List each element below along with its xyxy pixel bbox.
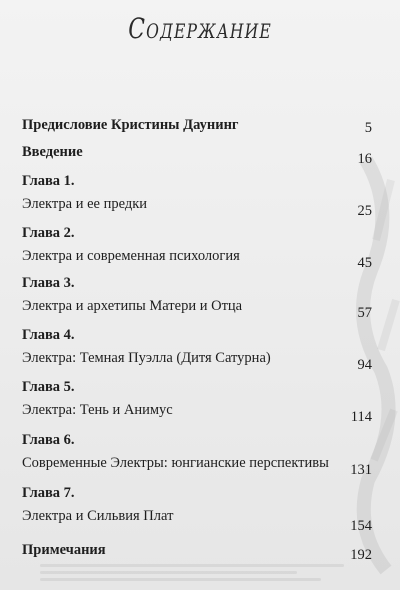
toc-entry-introduction: [22, 143, 372, 167]
entry-page-number: 131: [350, 462, 372, 478]
entry-label: Глава 6.: [22, 432, 75, 448]
entry-subtitle: Электра и Сильвия Плат: [22, 508, 174, 524]
entry-subtitle: Электра и архетипы Матери и Отца: [22, 298, 243, 314]
entry-subtitle: Электра: Темная Пуэлла (Дитя Сатурна): [22, 350, 271, 366]
entry-page-number: 154: [350, 518, 372, 534]
entry-label: Предисловие Кристины Даунинг: [22, 117, 239, 133]
entry-label: Глава 1.: [22, 173, 75, 189]
entry-subtitle: Электра: Тень и Анимус: [22, 402, 173, 418]
toc-entry-chapter-6: [22, 431, 372, 478]
entry-page-number: 114: [350, 409, 372, 425]
entry-subtitle: Современные Электры: юнгианские перспективы: [22, 455, 329, 471]
entry-label: Глава 3.: [22, 275, 75, 291]
entry-page-number: 45: [357, 255, 372, 271]
entry-page-number: 25: [357, 203, 372, 219]
entry-label: Введение: [22, 144, 83, 160]
toc-entry-chapter-7: [22, 484, 372, 534]
page-title-text: Содержание: [128, 12, 272, 45]
entry-subtitle: Электра и современная психология: [22, 248, 240, 264]
toc-entry-chapter-4: [22, 326, 372, 373]
entry-page-number: 16: [357, 151, 372, 167]
toc-entry-chapter-2: [22, 224, 372, 271]
toc-entry-notes: [22, 541, 372, 563]
entry-page-number: 94: [357, 357, 372, 373]
entry-label: Глава 4.: [22, 327, 75, 343]
toc-entry-preface: [22, 116, 372, 134]
entry-label: Примечания: [22, 542, 106, 558]
entry-page-number: 57: [357, 305, 372, 321]
entry-page-number: 192: [350, 547, 372, 563]
entry-label: Глава 5.: [22, 379, 75, 395]
toc-entry-chapter-5: [22, 378, 372, 425]
toc-entry-chapter-1: [22, 172, 372, 219]
entry-page-number: 5: [364, 120, 372, 136]
entry-subtitle: Электра и ее предки: [22, 196, 148, 212]
entry-label: Глава 7.: [22, 485, 75, 501]
toc-entry-chapter-3: [22, 274, 372, 321]
entry-label: Глава 2.: [22, 225, 75, 241]
